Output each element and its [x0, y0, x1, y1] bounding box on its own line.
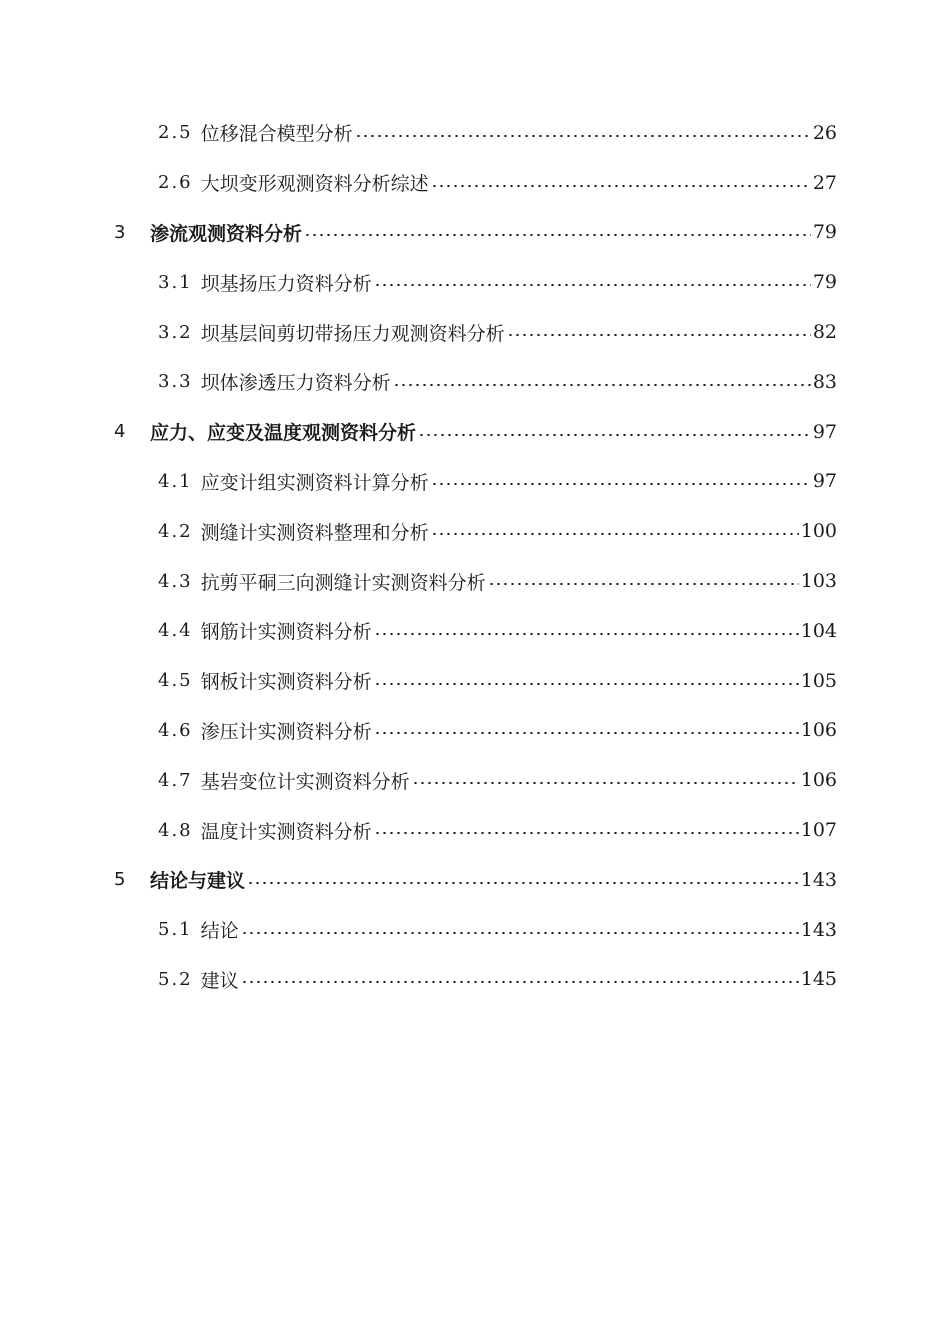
toc-entry-title: 钢板计实测资料分析	[200, 671, 372, 694]
toc-section-entry[interactable]	[0, 307, 950, 357]
toc-section-entry[interactable]	[0, 357, 950, 407]
toc-entry-number: 5.2	[158, 968, 193, 990]
toc-entry-title: 基岩变位计实测资料分析	[200, 770, 410, 793]
toc-entry-number: 4.5	[158, 670, 193, 692]
toc-entry-title: 坝基层间剪切带扬压力观测资料分析	[200, 322, 505, 345]
toc-section-entry[interactable]	[0, 457, 950, 507]
toc-page-number: 143	[800, 918, 837, 941]
toc-page-number: 106	[800, 769, 837, 792]
toc-entry-title: 结论	[200, 920, 239, 943]
toc-page-number: 143	[800, 868, 837, 891]
toc-page-number: 79	[812, 271, 837, 294]
table-of-contents	[0, 108, 950, 1004]
dot-leader	[355, 135, 811, 137]
dot-leader	[247, 882, 799, 884]
toc-page-number: 104	[800, 619, 837, 642]
toc-entry-number: 5.1	[158, 919, 193, 941]
toc-section-entry[interactable]	[0, 755, 950, 805]
dot-leader	[418, 434, 811, 436]
dot-leader	[374, 633, 799, 635]
dot-leader	[241, 932, 799, 934]
toc-section-entry[interactable]	[0, 905, 950, 955]
toc-page-number: 82	[812, 321, 837, 344]
toc-page-number: 83	[812, 370, 837, 393]
toc-entry-title: 应变计组实测资料计算分析	[200, 471, 429, 494]
toc-page-number: 105	[800, 669, 837, 692]
toc-entry-title: 渗流观测资料分析	[150, 222, 303, 245]
dot-leader	[412, 782, 799, 784]
toc-entry-number: 4.8	[158, 819, 193, 841]
toc-entry-title: 坝基扬压力资料分析	[200, 272, 372, 295]
dot-leader	[374, 732, 799, 734]
dot-leader	[304, 234, 811, 236]
toc-entry-title: 坝体渗透压力资料分析	[200, 372, 391, 395]
toc-entry-title: 建议	[200, 969, 239, 992]
dot-leader	[431, 483, 811, 485]
toc-entry-number: 4.7	[158, 769, 193, 791]
toc-entry-number: 2.6	[158, 172, 193, 194]
toc-entry-number: 4.6	[158, 719, 193, 741]
toc-page-number: 100	[800, 520, 837, 543]
toc-entry-title: 钢筋计实测资料分析	[200, 621, 372, 644]
dot-leader	[374, 832, 799, 834]
toc-chapter-entry[interactable]	[0, 855, 950, 905]
toc-section-entry[interactable]	[0, 257, 950, 307]
toc-entry-number: 4.2	[158, 520, 193, 542]
toc-entry-title: 测缝计实测资料整理和分析	[200, 521, 429, 544]
toc-entry-number: 3.3	[158, 371, 193, 393]
toc-section-entry[interactable]	[0, 805, 950, 855]
toc-entry-number: 4.3	[158, 570, 193, 592]
toc-entry-number: 5	[114, 869, 126, 891]
toc-entry-number: 4.4	[158, 620, 193, 642]
toc-entry-title: 位移混合模型分析	[200, 123, 353, 146]
dot-leader	[488, 583, 799, 585]
toc-section-entry[interactable]	[0, 108, 950, 158]
toc-entry-title: 大坝变形观测资料分析综述	[200, 173, 429, 196]
toc-entry-number: 3	[114, 221, 126, 243]
dot-leader	[374, 683, 799, 685]
toc-entry-title: 结论与建议	[150, 870, 246, 893]
toc-section-entry[interactable]	[0, 706, 950, 756]
toc-section-entry[interactable]	[0, 955, 950, 1005]
toc-chapter-entry[interactable]	[0, 208, 950, 258]
dot-leader	[507, 334, 811, 336]
toc-entry-number: 2.5	[158, 122, 193, 144]
toc-page-number: 145	[800, 968, 837, 991]
toc-section-entry[interactable]	[0, 656, 950, 706]
toc-entry-number: 3.1	[158, 271, 193, 293]
dot-leader	[431, 185, 811, 187]
toc-section-entry[interactable]	[0, 606, 950, 656]
toc-page-number: 27	[812, 171, 837, 194]
toc-entry-title: 应力、应变及温度观测资料分析	[150, 422, 417, 445]
toc-section-entry[interactable]	[0, 556, 950, 606]
dot-leader	[374, 284, 811, 286]
toc-entry-number: 3.2	[158, 321, 193, 343]
toc-page-number: 26	[812, 121, 837, 144]
dot-leader	[393, 384, 811, 386]
dot-leader	[241, 981, 799, 983]
toc-section-entry[interactable]	[0, 506, 950, 556]
toc-page-number: 103	[800, 570, 837, 593]
toc-entry-title: 温度计实测资料分析	[200, 820, 372, 843]
toc-page-number: 107	[800, 819, 837, 842]
toc-page-number: 79	[812, 221, 837, 244]
toc-section-entry[interactable]	[0, 158, 950, 208]
toc-page-number: 97	[812, 470, 837, 493]
toc-entry-title: 渗压计实测资料分析	[200, 720, 372, 743]
toc-page-number: 106	[800, 719, 837, 742]
toc-chapter-entry[interactable]	[0, 407, 950, 457]
toc-page-number: 97	[812, 420, 837, 443]
toc-entry-number: 4.1	[158, 470, 193, 492]
toc-entry-title: 抗剪平硐三向测缝计实测资料分析	[200, 571, 486, 594]
dot-leader	[431, 533, 799, 535]
toc-entry-number: 4	[114, 421, 126, 443]
